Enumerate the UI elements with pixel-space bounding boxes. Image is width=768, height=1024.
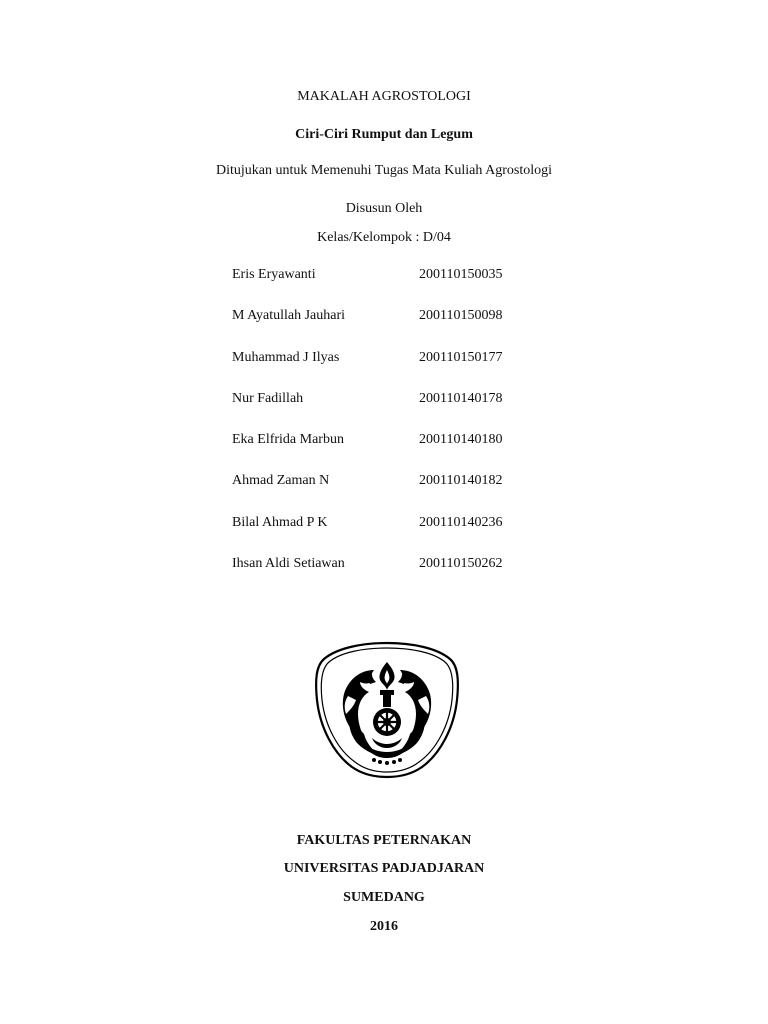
member-id: 200110150035: [419, 267, 503, 282]
member-row: [232, 390, 552, 431]
member-name: M Ayatullah Jauhari: [232, 308, 346, 324]
member-row: [232, 307, 552, 348]
member-list: [232, 266, 552, 596]
member-row: [232, 431, 552, 472]
member-id: 200110140236: [419, 514, 503, 530]
member-name: Ahmad Zaman N: [232, 473, 330, 489]
member-row: [232, 514, 552, 555]
member-name: Bilal Ahmad P K: [232, 514, 328, 530]
member-id: 200110150177: [419, 349, 503, 365]
member-name: Ihsan Aldi Setiawan: [232, 556, 345, 572]
class-group-label: Kelas/Kelompok : D/04: [317, 230, 451, 245]
city-name: SUMEDANG: [343, 890, 425, 905]
compiled-by-label: Disusun Oleh: [345, 201, 423, 216]
member-id: 200110140180: [419, 432, 503, 448]
member-row: [232, 472, 552, 513]
document-subtitle: Ciri-Ciri Rumput dan Legum: [295, 127, 473, 142]
member-name: Nur Fadillah: [232, 390, 304, 406]
member-name: Eris Eryawanti: [232, 267, 316, 282]
document-year: 2016: [370, 919, 398, 934]
university-emblem-icon: [314, 640, 460, 780]
document-purpose: Ditujukan untuk Memenuhi Tugas Mata Kuliah Agrostologi: [216, 163, 552, 178]
member-name: Eka Elfrida Marbun: [232, 432, 344, 448]
member-row: [232, 349, 552, 390]
member-id: 200110150262: [419, 556, 503, 572]
member-row: [232, 266, 552, 307]
document-title: MAKALAH AGROSTOLOGI: [297, 89, 471, 104]
university-name: UNIVERSITAS PADJADJARAN: [283, 861, 485, 876]
member-row: [232, 555, 552, 596]
member-id: 200110140182: [419, 473, 503, 489]
member-name: Muhammad J Ilyas: [232, 349, 340, 365]
member-id: 200110140178: [419, 390, 503, 406]
faculty-name: FAKULTAS PETERNAKAN: [296, 833, 472, 848]
member-id: 200110150098: [419, 308, 503, 324]
